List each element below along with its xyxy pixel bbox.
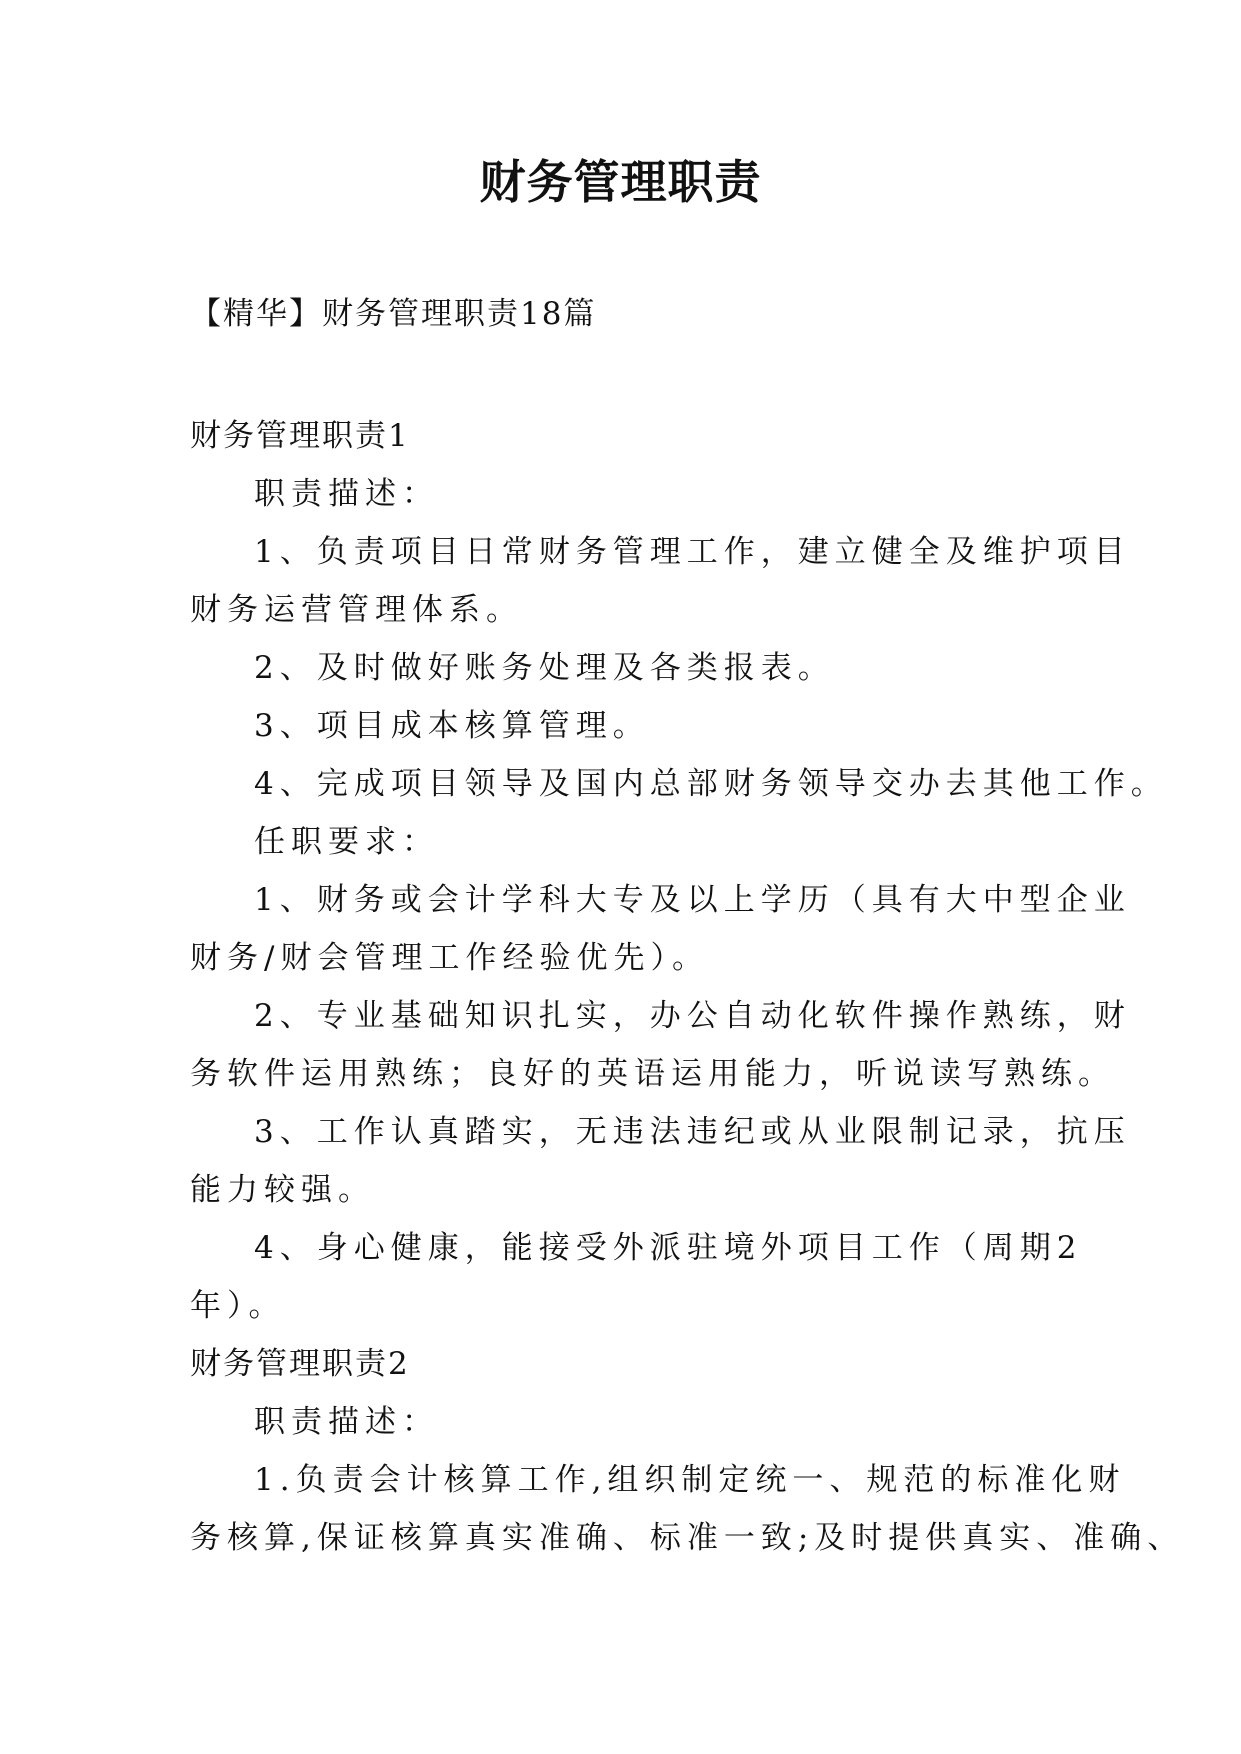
duty-item-1-line-2: 财务运营管理体系。 bbox=[190, 592, 523, 628]
document-body bbox=[190, 407, 1185, 1567]
section-heading-1: 财务管理职责1 bbox=[190, 418, 410, 454]
duty-item-3: 3、项目成本核算管理。 bbox=[254, 708, 650, 744]
requirement-3-line-1: 3、工作认真踏实，无违法违纪或从业限制记录，抗压 bbox=[254, 1114, 1131, 1150]
requirement-4-line-2: 年）。 bbox=[190, 1288, 286, 1324]
duty-item-4: 4、完成项目领导及国内总部财务领导交办去其他工作。 bbox=[254, 766, 1168, 802]
duty-description-label: 职责描述： bbox=[254, 476, 439, 512]
requirements-label: 任职要求： bbox=[254, 824, 439, 860]
document-title: 财务管理职责 bbox=[479, 155, 762, 209]
duty-description-label-2: 职责描述： bbox=[254, 1404, 439, 1440]
s2-duty-item-1-line-1: 1.负责会计核算工作,组织制定统一、规范的标准化财 bbox=[254, 1462, 1126, 1498]
section-heading-2: 财务管理职责2 bbox=[190, 1346, 410, 1382]
requirement-4-line-1: 4、身心健康，能接受外派驻境外项目工作（周期2 bbox=[254, 1230, 1083, 1266]
requirement-2-line-2: 务软件运用熟练；良好的英语运用能力，听说读写熟练。 bbox=[190, 1056, 1115, 1092]
document-subtitle: 【精华】财务管理职责18篇 bbox=[190, 296, 597, 332]
requirement-1-line-1: 1、财务或会计学科大专及以上学历（具有大中型企业 bbox=[254, 882, 1131, 918]
requirement-1-line-2: 财务/财会管理工作经验优先）。 bbox=[190, 940, 709, 976]
s2-duty-item-1-line-2: 务核算,保证核算真实准确、标准一致;及时提供真实、准确、 bbox=[190, 1520, 1185, 1556]
requirement-2-line-1: 2、专业基础知识扎实，办公自动化软件操作熟练，财 bbox=[254, 998, 1131, 1034]
requirement-3-line-2: 能力较强。 bbox=[190, 1172, 375, 1208]
duty-item-1-line-1: 1、负责项目日常财务管理工作，建立健全及维护项目 bbox=[254, 534, 1131, 570]
duty-item-2: 2、及时做好账务处理及各类报表。 bbox=[254, 650, 835, 686]
